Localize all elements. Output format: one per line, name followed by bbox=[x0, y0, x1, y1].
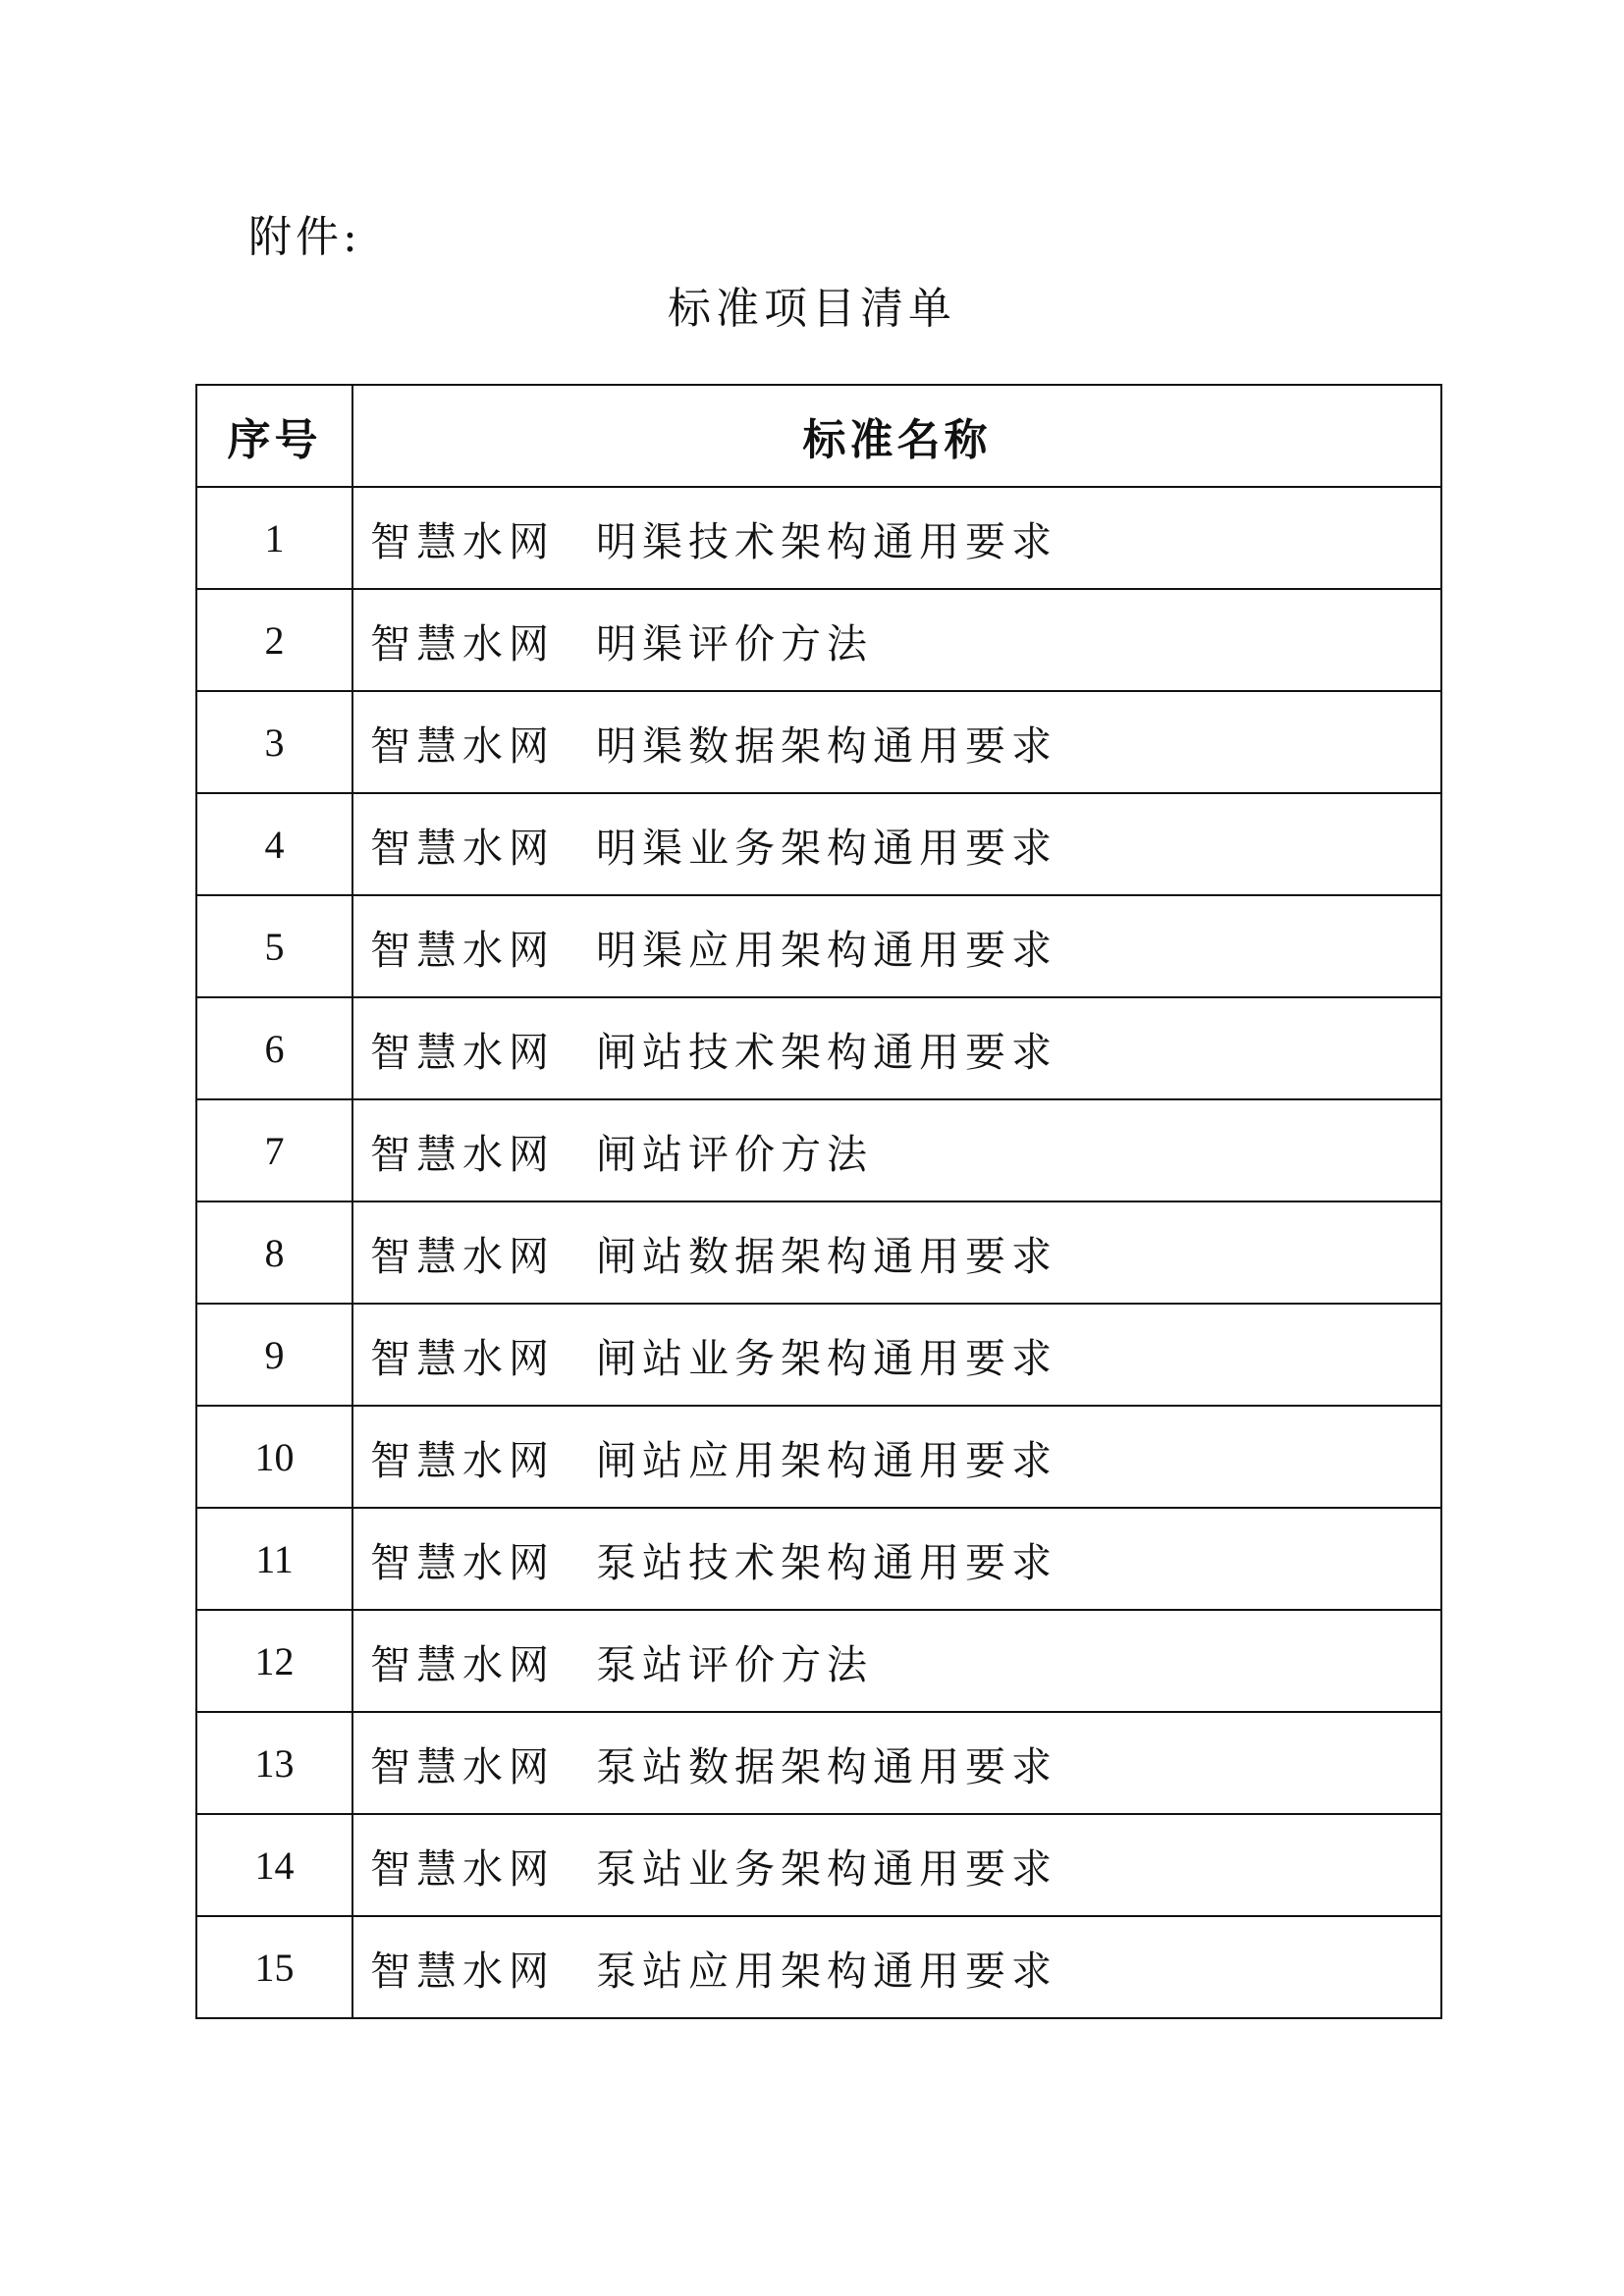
standard-name-prefix: 智慧水网 bbox=[370, 1742, 555, 1790]
row-seq-number: 15 bbox=[196, 1916, 352, 2018]
row-seq-number: 1 bbox=[196, 487, 352, 589]
row-standard-name bbox=[352, 487, 1441, 589]
row-seq-number: 13 bbox=[196, 1712, 352, 1814]
table-row bbox=[196, 997, 1441, 1099]
standard-name-suffix: 明渠数据架构通用要求 bbox=[596, 721, 1057, 770]
standard-name-suffix: 闸站业务架构通用要求 bbox=[596, 1334, 1057, 1382]
standard-name-prefix: 智慧水网 bbox=[370, 926, 555, 974]
row-seq-number: 6 bbox=[196, 997, 352, 1099]
header-seq: 序号 bbox=[196, 385, 352, 487]
row-seq-number: 10 bbox=[196, 1406, 352, 1508]
standard-name-suffix: 闸站技术架构通用要求 bbox=[596, 1028, 1057, 1076]
table-row bbox=[196, 1201, 1441, 1304]
header-name: 标准名称 bbox=[352, 385, 1441, 487]
row-standard-name bbox=[352, 1610, 1441, 1712]
standard-name-prefix: 智慧水网 bbox=[370, 1334, 555, 1382]
standard-name-suffix: 泵站数据架构通用要求 bbox=[596, 1742, 1057, 1790]
table-row bbox=[196, 895, 1441, 997]
standard-name-suffix: 闸站数据架构通用要求 bbox=[596, 1232, 1057, 1280]
row-standard-name bbox=[352, 1712, 1441, 1814]
table-row bbox=[196, 1610, 1441, 1712]
standard-name-suffix: 明渠技术架构通用要求 bbox=[596, 517, 1057, 565]
table-row bbox=[196, 487, 1441, 589]
standard-name-suffix: 泵站技术架构通用要求 bbox=[596, 1538, 1057, 1586]
standard-name-suffix: 闸站应用架构通用要求 bbox=[596, 1436, 1057, 1484]
row-standard-name bbox=[352, 589, 1441, 691]
table-row bbox=[196, 793, 1441, 895]
row-seq-number: 5 bbox=[196, 895, 352, 997]
table-row bbox=[196, 1099, 1441, 1201]
row-seq-number: 4 bbox=[196, 793, 352, 895]
row-standard-name bbox=[352, 1406, 1441, 1508]
row-standard-name bbox=[352, 997, 1441, 1099]
table-row bbox=[196, 1916, 1441, 2018]
row-standard-name bbox=[352, 1304, 1441, 1406]
table-body bbox=[196, 487, 1441, 2018]
standard-name-prefix: 智慧水网 bbox=[370, 721, 555, 770]
row-standard-name bbox=[352, 691, 1441, 793]
row-standard-name bbox=[352, 1508, 1441, 1610]
standard-name-prefix: 智慧水网 bbox=[370, 1538, 555, 1586]
standard-name-prefix: 智慧水网 bbox=[370, 1947, 555, 1995]
standard-name-prefix: 智慧水网 bbox=[370, 824, 555, 872]
table-row bbox=[196, 1304, 1441, 1406]
row-standard-name bbox=[352, 895, 1441, 997]
row-seq-number: 7 bbox=[196, 1099, 352, 1201]
row-standard-name bbox=[352, 1916, 1441, 2018]
row-seq-number: 11 bbox=[196, 1508, 352, 1610]
standards-table bbox=[195, 384, 1442, 2019]
standard-name-prefix: 智慧水网 bbox=[370, 1844, 555, 1893]
row-seq-number: 9 bbox=[196, 1304, 352, 1406]
row-standard-name bbox=[352, 793, 1441, 895]
standard-name-prefix: 智慧水网 bbox=[370, 619, 555, 667]
table-row bbox=[196, 1712, 1441, 1814]
standard-name-suffix: 明渠评价方法 bbox=[596, 619, 873, 667]
row-seq-number: 8 bbox=[196, 1201, 352, 1304]
standard-name-suffix: 泵站应用架构通用要求 bbox=[596, 1947, 1057, 1995]
standard-name-prefix: 智慧水网 bbox=[370, 1640, 555, 1688]
standard-name-suffix: 明渠业务架构通用要求 bbox=[596, 824, 1057, 872]
standard-name-suffix: 泵站业务架构通用要求 bbox=[596, 1844, 1057, 1893]
standard-name-prefix: 智慧水网 bbox=[370, 517, 555, 565]
standard-name-prefix: 智慧水网 bbox=[370, 1130, 555, 1178]
row-standard-name bbox=[352, 1201, 1441, 1304]
standard-name-suffix: 泵站评价方法 bbox=[596, 1640, 873, 1688]
table-row bbox=[196, 589, 1441, 691]
row-seq-number: 12 bbox=[196, 1610, 352, 1712]
standard-name-prefix: 智慧水网 bbox=[370, 1232, 555, 1280]
attachment-label: 附件: bbox=[248, 212, 361, 262]
document-title: 标准项目清单 bbox=[668, 284, 956, 334]
standard-name-suffix: 闸站评价方法 bbox=[596, 1130, 873, 1178]
table-header-row bbox=[196, 385, 1441, 487]
standard-name-prefix: 智慧水网 bbox=[370, 1028, 555, 1076]
table-row bbox=[196, 691, 1441, 793]
row-standard-name bbox=[352, 1814, 1441, 1916]
standard-name-suffix: 明渠应用架构通用要求 bbox=[596, 926, 1057, 974]
row-standard-name bbox=[352, 1099, 1441, 1201]
standard-name-prefix: 智慧水网 bbox=[370, 1436, 555, 1484]
table-row bbox=[196, 1406, 1441, 1508]
row-seq-number: 2 bbox=[196, 589, 352, 691]
row-seq-number: 3 bbox=[196, 691, 352, 793]
row-seq-number: 14 bbox=[196, 1814, 352, 1916]
table-row bbox=[196, 1814, 1441, 1916]
table-row bbox=[196, 1508, 1441, 1610]
